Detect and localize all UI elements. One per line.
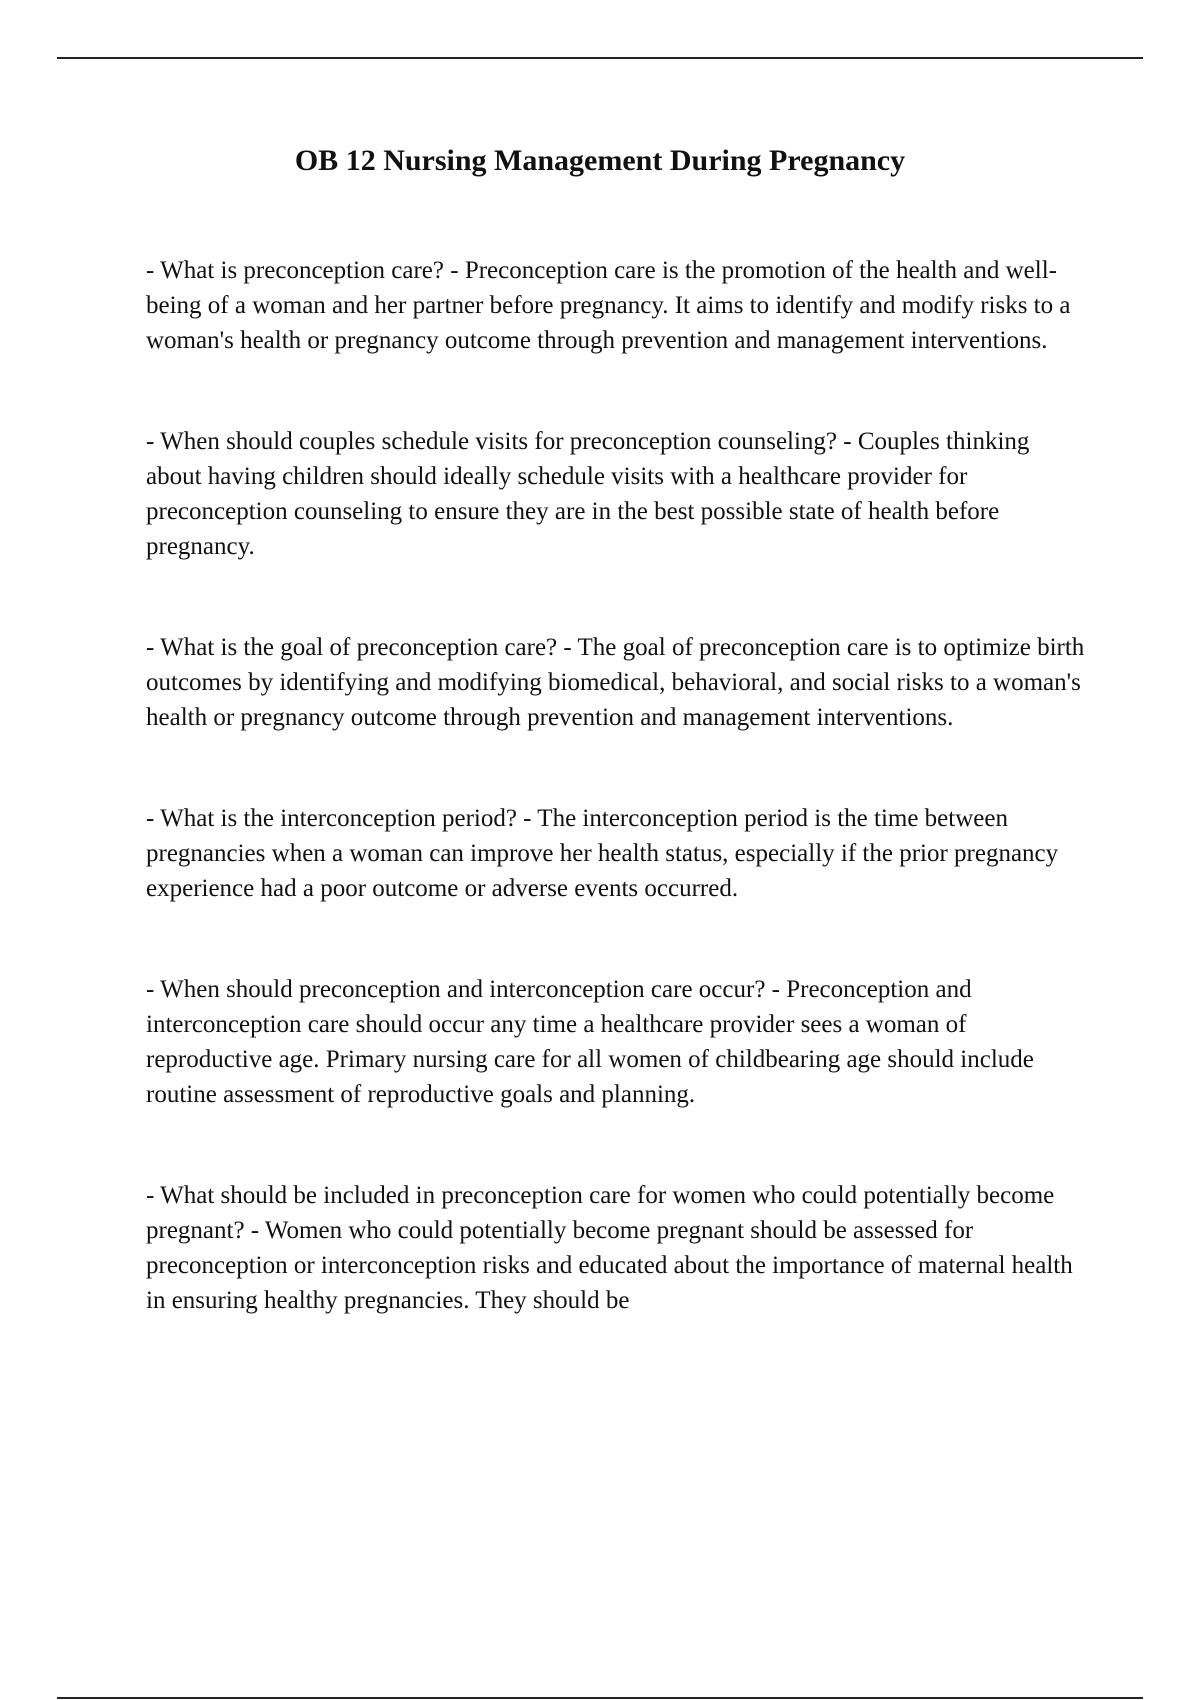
qa-paragraph-3: - What is the goal of preconception care? - The goal of preconception care is to optimize birth outcomes by identifying and modifying biomedical, behavioral, and social risks to a woman's health or pregnancy outcome through prevention and management interventions. <box>146 634 1085 731</box>
page-title: OB 12 Nursing Management During Pregnancy <box>294 144 906 177</box>
qa-paragraph-4: - What is the interconception period? - The interconception period is the time between pregnancies when a woman can improve her health status, especially if the prior pregnancy experience had a poor outcome or adverse events occurred. <box>146 805 1059 902</box>
qa-paragraph-1: - What is preconception care? - Preconception care is the promotion of the health and well-being of a woman and her partner before pregnancy. It aims to identify and modify risks to a woman's health or pregnancy outcome through prevention and management interventions. <box>146 257 1071 354</box>
bottom-divider <box>57 1697 1143 1699</box>
document-body <box>146 253 1086 1384</box>
qa-paragraph-5: - When should preconception and interconception care occur? - Preconception and interconception care should occur any time a healthcare provider sees a woman of reproductive age. Primary nursing care for all women of childbearing age should include routine assessment of reproductive goals and planning. <box>146 976 1034 1108</box>
qa-paragraph-6: - What should be included in preconception care for women who could potentially become pregnant? - Women who could potentially become pregnant should be assessed for preconception or interconception risks and educated about the importance of maternal health in ensuring healthy pregnancies. They should be <box>146 1182 1073 1314</box>
qa-paragraph-2: - When should couples schedule visits for preconception counseling? - Couples thinking about having children should ideally schedule visits with a healthcare provider for preconception counseling to ensure they are in the best possible state of health before pregnancy. <box>146 428 1030 560</box>
top-divider <box>57 57 1143 59</box>
